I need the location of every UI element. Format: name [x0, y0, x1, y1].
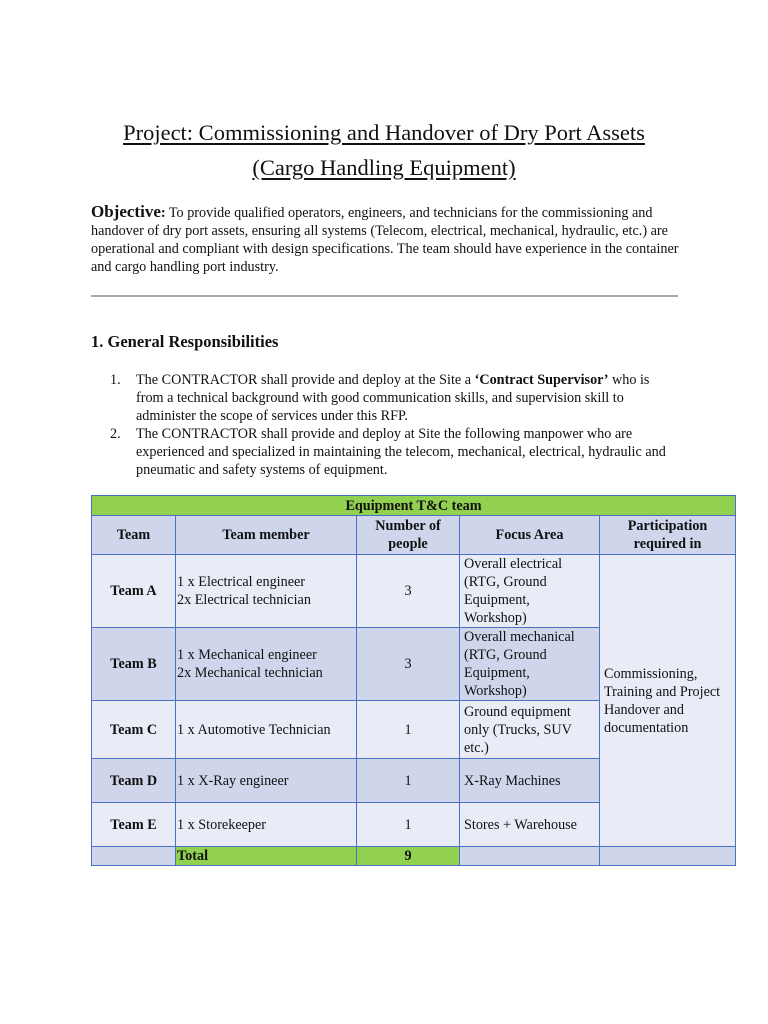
- team-name: Team A: [92, 555, 176, 628]
- header-focus-area: Focus Area: [460, 516, 600, 555]
- team-name: Team D: [92, 759, 176, 803]
- list-item: [110, 371, 676, 425]
- section-heading: 1. General Responsibilities: [91, 332, 279, 351]
- team-name: Team E: [92, 803, 176, 847]
- member-line: 1 x Mechanical engineer: [177, 647, 317, 663]
- horizontal-divider: [91, 295, 678, 297]
- list-bold-text: ‘Contract Supervisor’: [474, 372, 609, 388]
- document-title: [60, 115, 708, 185]
- objective-colon: :: [160, 205, 166, 221]
- list-text-tail: who is from a technical background with good communication skills, and supervision skill to administer the scope of services under this RFP.: [136, 372, 650, 424]
- team-name: Team C: [92, 701, 176, 759]
- people-count: 3: [357, 555, 460, 628]
- objective-text: To provide qualified operators, engineers, and technicians for the commissioning and handover of dry port assets, ensuring all systems (Telecom, electrical, mechanical, hydraulic, etc.) are operational and compliant with design specifications. The team should have experience in the container and cargo handling port industry.: [91, 205, 679, 275]
- people-count: 1: [357, 701, 460, 759]
- list-text: The CONTRACTOR shall provide and deploy at the Site a: [136, 372, 475, 388]
- team-member: 1 x Automotive Technician: [176, 701, 357, 759]
- people-count: 3: [357, 628, 460, 701]
- participation-cell: Commissioning, Training and Project Handover and documentation: [600, 555, 736, 847]
- header-number-of-people: Number of people: [357, 516, 460, 555]
- header-team-member: Team member: [176, 516, 357, 555]
- member-line: 2x Electrical technician: [177, 592, 311, 608]
- responsibilities-list: [110, 371, 676, 479]
- table-title: Equipment T&C team: [92, 496, 736, 516]
- total-empty-cell: [92, 847, 176, 866]
- people-count: 1: [357, 803, 460, 847]
- team-name: Team B: [92, 628, 176, 701]
- header-team: Team: [92, 516, 176, 555]
- list-number: 1.: [110, 372, 121, 388]
- member-line: 2x Mechanical technician: [177, 665, 323, 681]
- team-member: [176, 555, 357, 628]
- team-member: 1 x X-Ray engineer: [176, 759, 357, 803]
- team-member: 1 x Storekeeper: [176, 803, 357, 847]
- list-item: [110, 425, 676, 479]
- title-line-2: (Cargo Handling Equipment): [252, 155, 516, 180]
- objective-paragraph: [91, 203, 686, 276]
- total-row: [92, 847, 736, 866]
- total-value: 9: [357, 847, 460, 866]
- focus-area: Stores + Warehouse: [460, 803, 600, 847]
- title-line-1: Project: Commissioning and Handover of Dry Port Assets: [123, 120, 645, 145]
- people-count: 1: [357, 759, 460, 803]
- focus-area: Ground equipment only (Trucks, SUV etc.): [460, 701, 600, 759]
- header-participation: Participation required in: [600, 516, 736, 555]
- team-member: [176, 628, 357, 701]
- focus-area: Overall electrical (RTG, Ground Equipment, Workshop): [460, 555, 600, 628]
- focus-area: Overall mechanical (RTG, Ground Equipment, Workshop): [460, 628, 600, 701]
- list-number: 2.: [110, 426, 121, 442]
- objective-label: Objective: [91, 202, 161, 221]
- total-empty-cell: [460, 847, 600, 866]
- member-line: 1 x Electrical engineer: [177, 574, 306, 590]
- list-text: The CONTRACTOR shall provide and deploy at Site the following manpower who are experienced and specialized in maintaining the telecom, mechanical, electrical, hydraulic and pneumatic and safety systems of equipment.: [136, 426, 666, 478]
- total-empty-cell: [600, 847, 736, 866]
- equipment-team-table: [91, 495, 736, 866]
- table-row: [92, 555, 736, 628]
- total-label: Total: [176, 847, 357, 866]
- focus-area: X-Ray Machines: [460, 759, 600, 803]
